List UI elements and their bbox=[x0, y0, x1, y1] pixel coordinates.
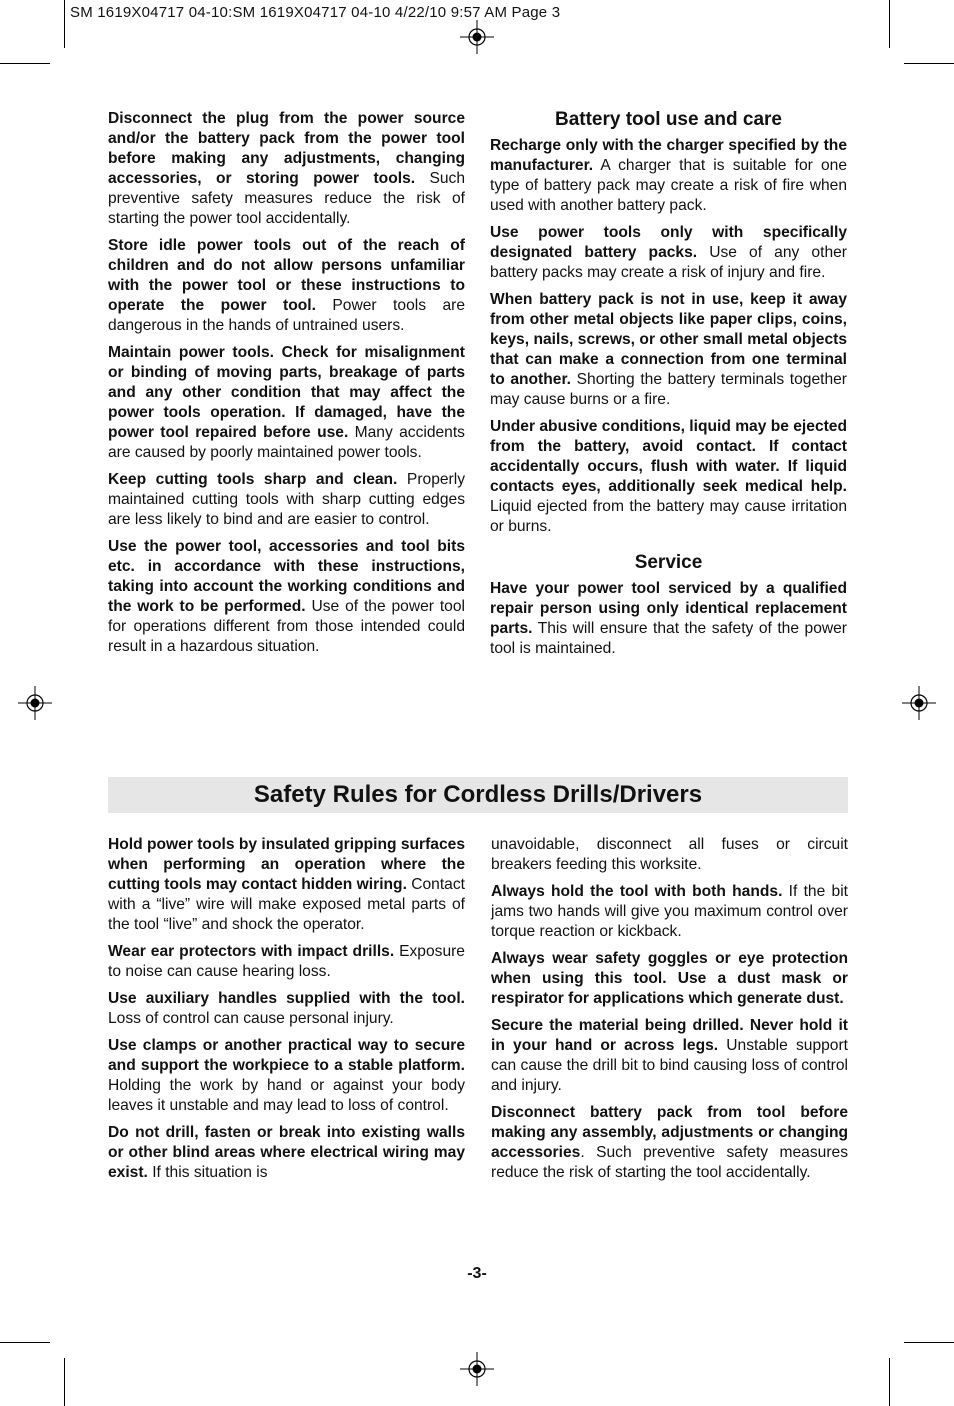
top-right-column bbox=[490, 108, 847, 666]
bottom-left-column bbox=[108, 835, 465, 1190]
page-number: -3- bbox=[467, 1265, 487, 1282]
rule-paragraph: Disconnect battery pack from tool before making any assembly, adjustments or changing accessories. Such preventive safety measures reduce the risk of starting the tool accidentally. bbox=[491, 1104, 848, 1181]
rule-paragraph: Recharge only with the charger specified by the manufacturer. A charger that is suitable for one type of battery pack may create a risk of fire when used with another battery pack. bbox=[490, 137, 847, 214]
rule-paragraph: Secure the material being drilled. Never hold it in your hand or across legs. Unstable support can cause the drill bit to bind causing loss of control and injury. bbox=[491, 1017, 848, 1094]
print-slug: SM 1619X04717 04-10:SM 1619X04717 04-10 4/22/10 9:57 AM Page 3 bbox=[70, 4, 561, 21]
rule-paragraph: Use the power tool, accessories and tool bits etc. in accordance with these instructions, taking into account the working conditions and the work to be performed. Use of the power tool for operations different from those intended could result in a hazardous situation. bbox=[108, 538, 465, 655]
rule-paragraph: When battery pack is not in use, keep it away from other metal objects like paper clips, coins, keys, nails, screws, or other small metal objects that can make a connection from one terminal to another. Shorting the battery terminals together may cause burns or a fire. bbox=[490, 291, 847, 408]
rule-paragraph: Store idle power tools out of the reach of children and do not allow persons unfamiliar with the power tool or these instructions to operate the power tool. Power tools are dangerous in the hands of untrained users. bbox=[108, 237, 465, 334]
rule-paragraph: Wear ear protectors with impact drills. Exposure to noise can cause hearing loss. bbox=[108, 943, 465, 980]
rule-paragraph: Hold power tools by insulated gripping surfaces when performing an operation where the cutting tools may contact hidden wiring. Contact with a “live” wire will make exposed metal parts of the tool “live” and shock the operator. bbox=[108, 836, 465, 933]
service-heading: Service bbox=[634, 552, 703, 573]
rule-paragraph: Under abusive conditions, liquid may be ejected from the battery, avoid contact. If contact accidentally occurs, flush with water. If liquid contacts eyes, additionally seek medical help. Liquid ejected from the battery may cause irritation or burns. bbox=[490, 418, 848, 535]
rule-paragraph: Keep cutting tools sharp and clean. Properly maintained cutting tools with sharp cutting edges are less likely to bind and are easier to control. bbox=[108, 471, 466, 528]
rule-paragraph: Have your power tool serviced by a qualified repair person using only identical replacement parts. This will ensure that the safety of the power tool is maintained. bbox=[490, 580, 847, 657]
registration-mark-icon bbox=[460, 20, 494, 54]
registration-mark-icon bbox=[460, 1352, 494, 1386]
section-banner-title: Safety Rules for Cordless Drills/Drivers bbox=[108, 777, 848, 813]
registration-mark-icon bbox=[902, 686, 936, 720]
rule-paragraph: Do not drill, fasten or break into existing walls or other blind areas where electrical wiring may exist. If this situation is bbox=[108, 1124, 465, 1181]
rule-paragraph: Use clamps or another practical way to secure and support the workpiece to a stable platform. Holding the work by hand or against your body leaves it unstable and may lead to loss of control. bbox=[108, 1037, 465, 1114]
rule-paragraph: Always hold the tool with both hands. If the bit jams two hands will give you maximum control over torque reaction or kickback. bbox=[491, 883, 849, 940]
rule-paragraph: Disconnect the plug from the power source and/or the battery pack from the power tool before making any adjustments, changing accessories, or storing power tools. Such preventive safety measures reduce the risk of starting the power tool accidentally. bbox=[108, 110, 465, 227]
rule-paragraph: unavoidable, disconnect all fuses or circuit breakers feeding this worksite. bbox=[491, 836, 848, 873]
registration-mark-icon bbox=[18, 686, 52, 720]
top-left-column bbox=[108, 109, 465, 664]
rule-paragraph: Always wear safety goggles or eye protection when using this tool. Use a dust mask or respirator for applications which generate dust. bbox=[491, 950, 848, 1007]
rule-paragraph: Use power tools only with specifically designated battery packs. Use of any other battery packs may create a risk of injury and fire. bbox=[490, 224, 847, 281]
rule-paragraph: Use auxiliary handles supplied with the tool. Loss of control can cause personal injury. bbox=[108, 990, 465, 1027]
rule-paragraph: Maintain power tools. Check for misalignment or binding of moving parts, breakage of parts and any other condition that may affect the power tools operation. If damaged, have the power tool repaired before use. Many accidents are caused by poorly maintained power tools. bbox=[108, 344, 465, 461]
bottom-right-column bbox=[491, 835, 848, 1190]
battery-heading: Battery tool use and care bbox=[554, 109, 783, 130]
